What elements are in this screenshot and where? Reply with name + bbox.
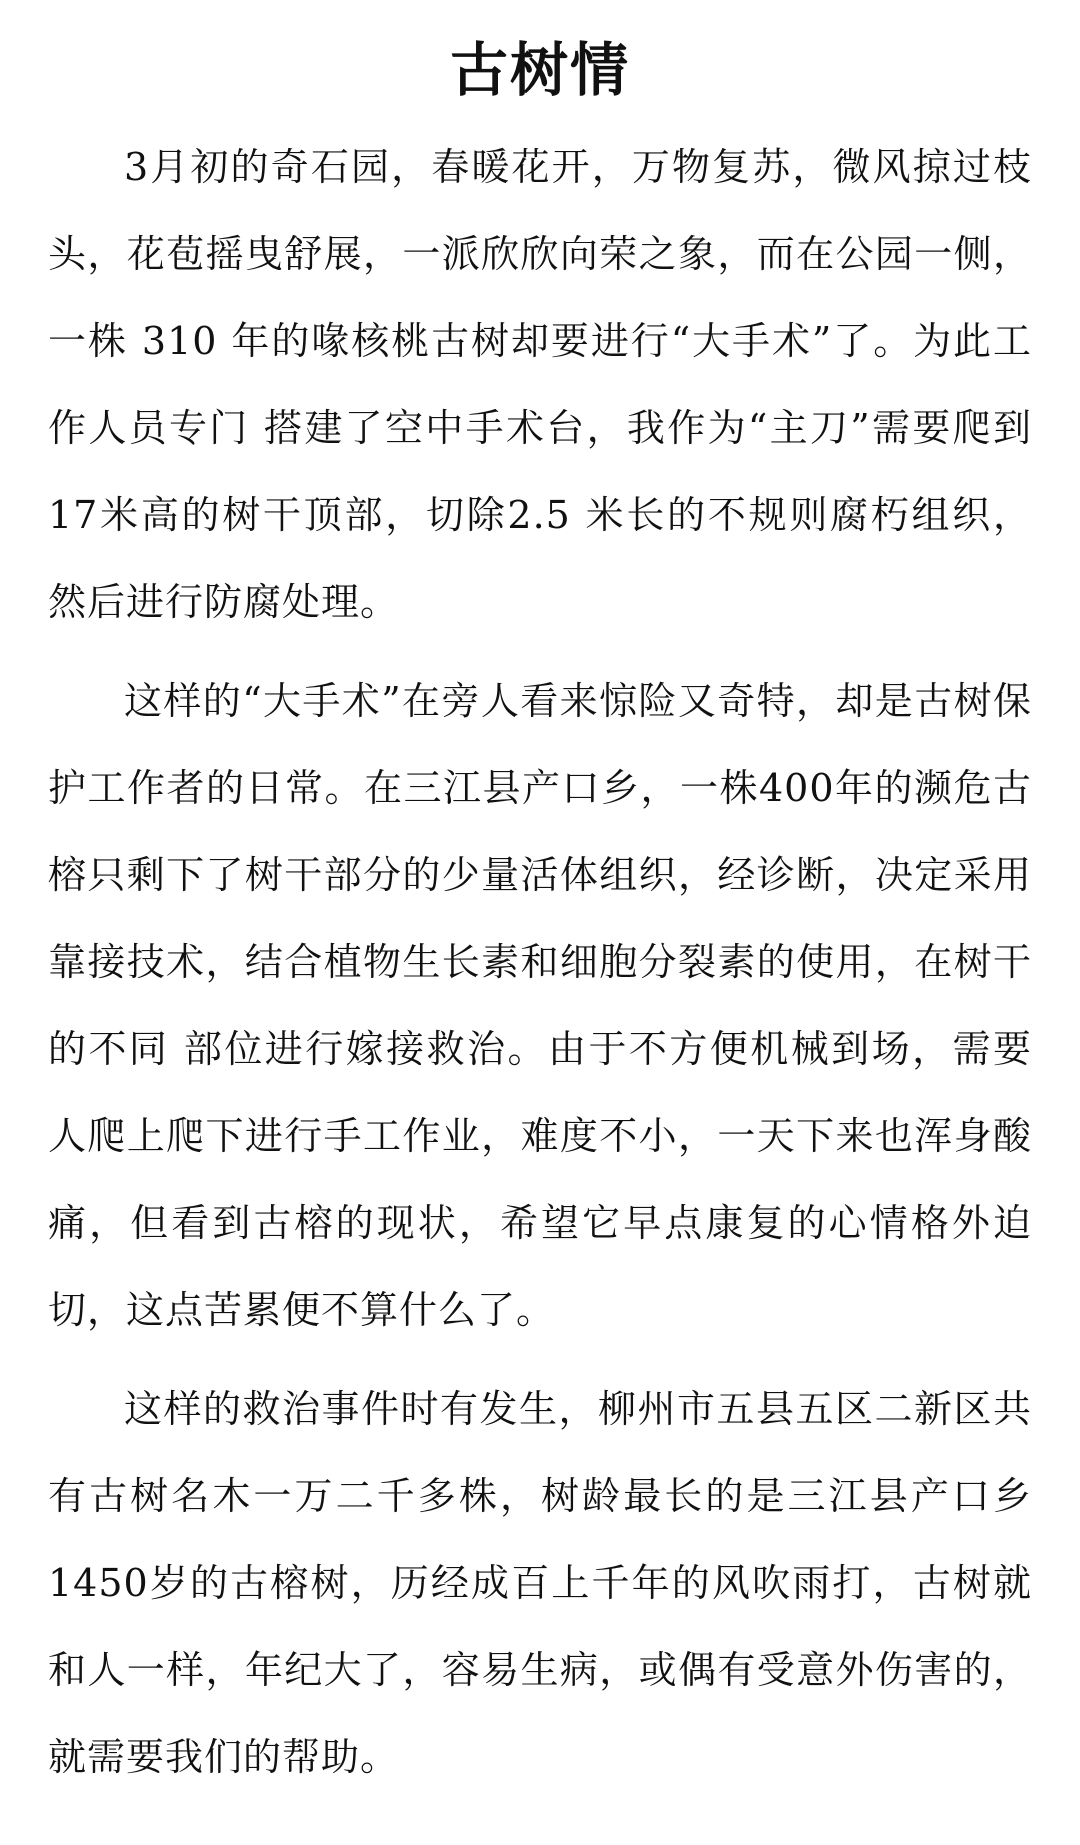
document-title: 古树情: [449, 36, 630, 104]
paragraph-2: 这样的“大手术”在旁人看来惊险又奇特，却是古树保护工作者的日常。在三江县产口乡，一株400年的濒危古榕只剩下了树干部分的少量活体组织，经诊断，决定采用靠接技术，结合植物生长素和细胞分裂素的使用，在树干的不同 部位进行嫁接救治。由于不方便机械到场，需要人爬上爬下进行手工作业，难度不小，一天下来也浑身酸痛，但看到古榕的现状，希望它早点康复的心情格外迫切，这点苦累便不算什么了。: [48, 679, 1032, 1332]
paragraph-3: 这样的救治事件时有发生，柳州市五县五区二新区共有古树名木一万二千多株，树龄最长的是三江县产口乡1450岁的古榕树，历经成百上千年的风吹雨打，古树就和人一样，年纪大了，容易生病，或偶有受意外伤害的，就需要我们的帮助。: [48, 1387, 1032, 1779]
paragraph-1: 3月初的奇石园，春暖花开，万物复苏，微风掠过枝头，花苞摇曳舒展，一派欣欣向荣之象，而在公园一侧，一株 310 年的喙核桃古树却要进行“大手术”了。为此工作人员专门 搭建了空中手术台，我作为“主刀”需要爬到17米高的树干顶部，切除2.5 米长的不规则腐朽组织，然后进行防腐处理。: [48, 145, 1032, 624]
